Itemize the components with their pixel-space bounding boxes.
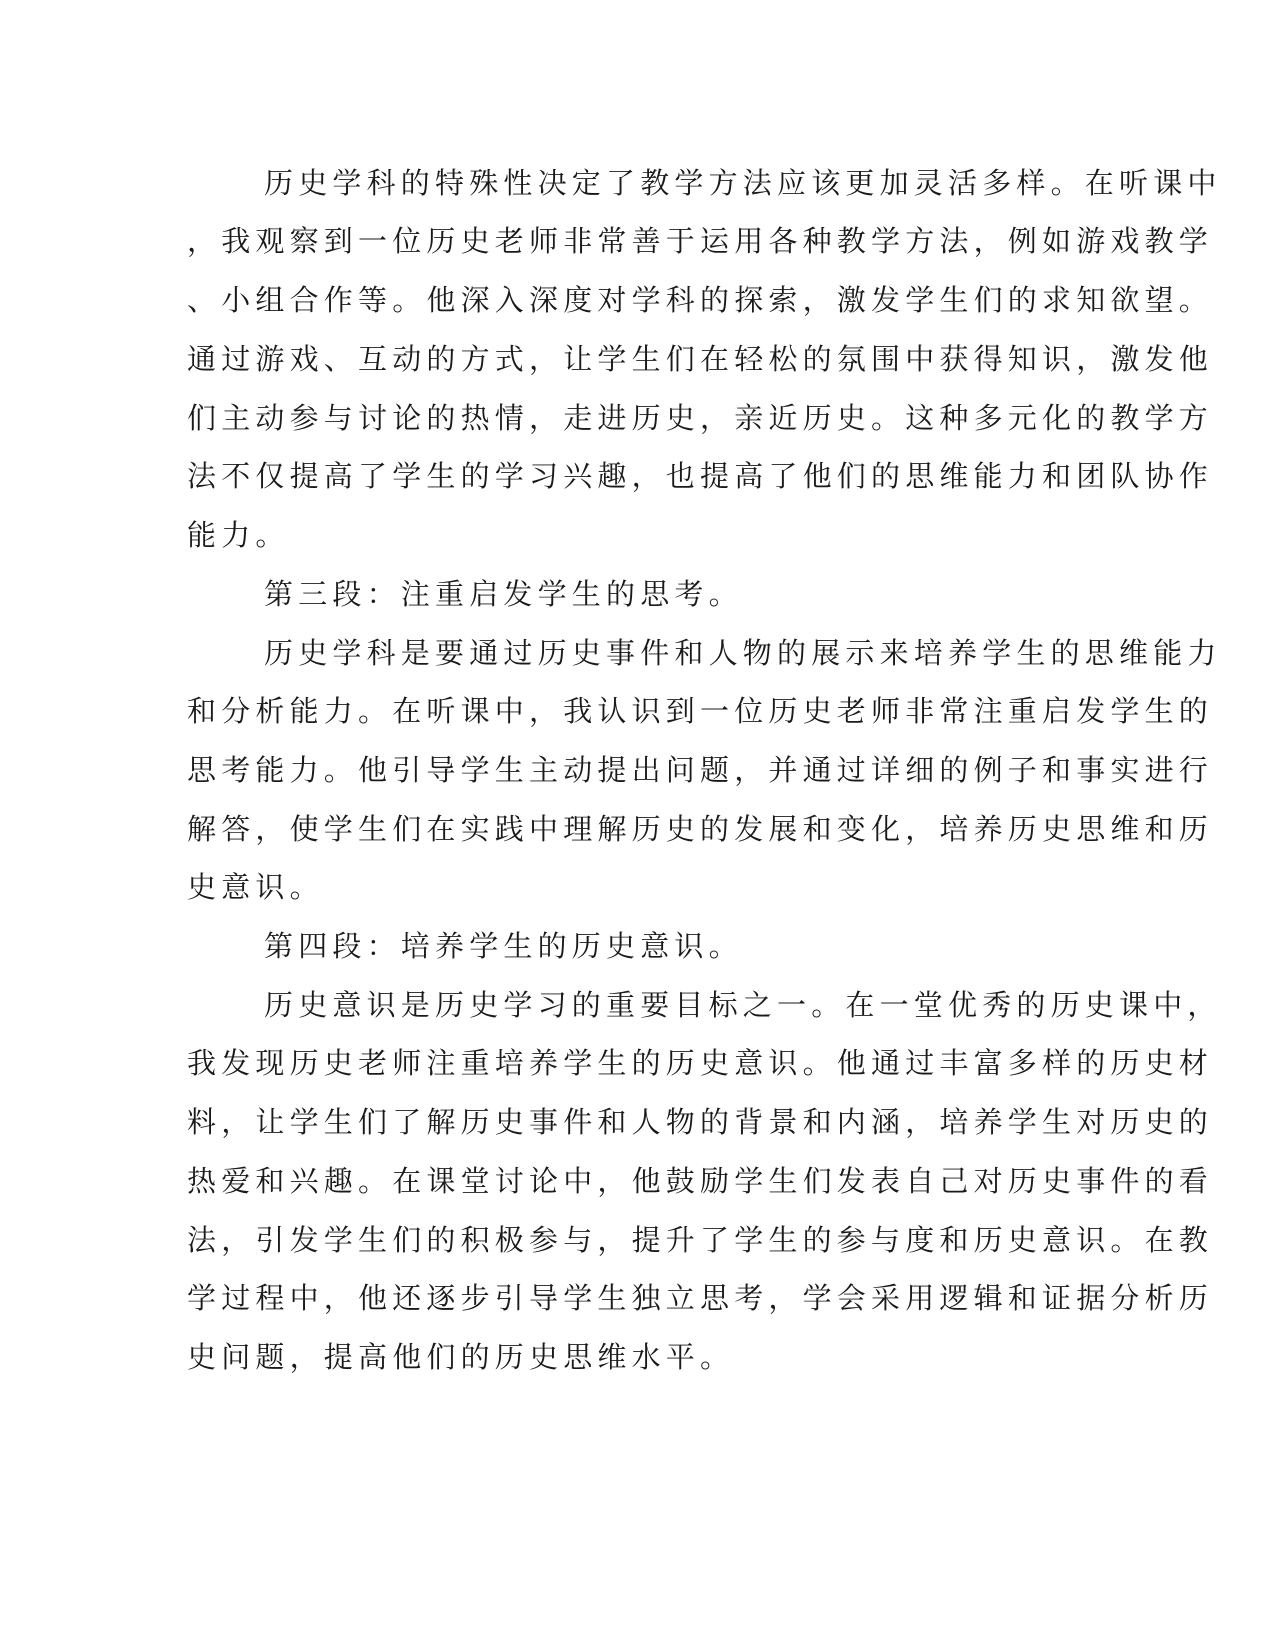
paragraph-line: 们主动参与讨论的热情，走进历史，亲近历史。这种多元化的教学方: [187, 401, 1214, 435]
paragraph-line: 历史意识是历史学习的重要目标之一。在一堂优秀的历史课中，: [264, 988, 1222, 1022]
paragraph-line: 史意识。: [187, 870, 324, 904]
section-heading: 第四段：培养学生的历史意识。: [264, 929, 743, 963]
paragraph-line: 料，让学生们了解历史事件和人物的背景和内涵，培养学生对历史的: [187, 1105, 1214, 1139]
paragraph-line: 历史学科是要通过历史事件和人物的展示来培养学生的思维能力: [264, 636, 1222, 670]
section-heading: 第三段：注重启发学生的思考。: [264, 577, 743, 611]
paragraph-line: 史问题，提高他们的历史思维水平。: [187, 1340, 735, 1374]
paragraph-line: 思考能力。他引导学生主动提出问题，并通过详细的例子和事实进行: [187, 753, 1214, 787]
paragraph-line: 、小组合作等。他深入深度对学科的探索，激发学生们的求知欲望。: [187, 283, 1214, 317]
paragraph-line: ，我观察到一位历史老师非常善于运用各种教学方法，例如游戏教学: [187, 224, 1214, 258]
paragraph-line: 法，引发学生们的积极参与，提升了学生的参与度和历史意识。在教: [187, 1223, 1214, 1257]
paragraph-line: 解答，使学生们在实践中理解历史的发展和变化，培养历史思维和历: [187, 812, 1214, 846]
paragraph-line: 能力。: [187, 518, 290, 552]
paragraph-line: 学过程中，他还逐步引导学生独立思考，学会采用逻辑和证据分析历: [187, 1281, 1214, 1315]
paragraph-line: 历史学科的特殊性决定了教学方法应该更加灵活多样。在听课中: [264, 166, 1222, 200]
paragraph-line: 和分析能力。在听课中，我认识到一位历史老师非常注重启发学生的: [187, 694, 1214, 728]
paragraph-line: 热爱和兴趣。在课堂讨论中，他鼓励学生们发表自己对历史事件的看: [187, 1164, 1214, 1198]
paragraph-line: 通过游戏、互动的方式，让学生们在轻松的氛围中获得知识，激发他: [187, 342, 1214, 376]
paragraph-line: 我发现历史老师注重培养学生的历史意识。他通过丰富多样的历史材: [187, 1046, 1214, 1080]
paragraph-line: 法不仅提高了学生的学习兴趣，也提高了他们的思维能力和团队协作: [187, 459, 1214, 493]
